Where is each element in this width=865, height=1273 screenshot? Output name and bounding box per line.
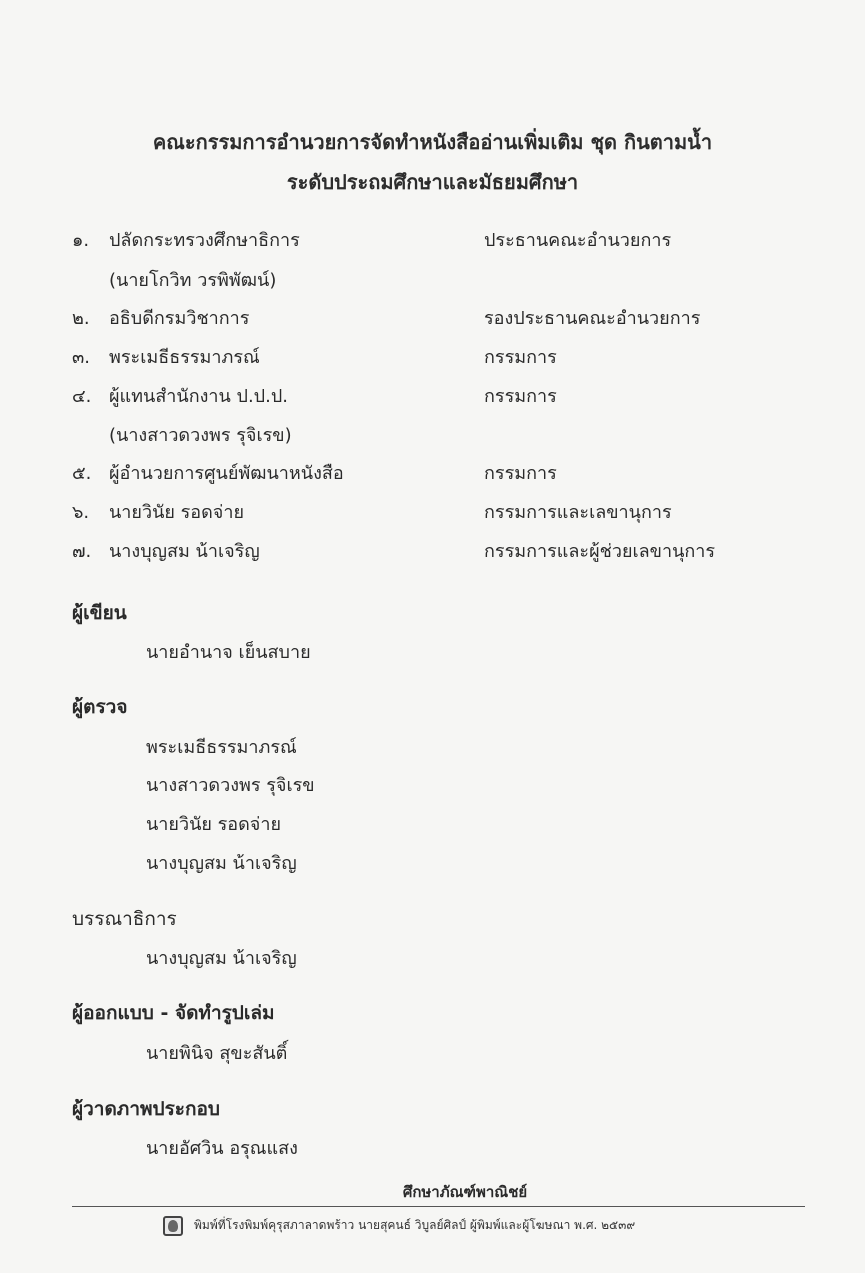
reviewer-heading: ผู้ตรวจ (72, 696, 128, 718)
illustrator-heading: ผู้วาดภาพประกอบ (72, 1098, 220, 1120)
committee-name: อธิบดีกรมวิชาการ (109, 308, 250, 329)
publisher-name: ศึกษาภัณฑ์พาณิชย์ (402, 1183, 528, 1201)
committee-subname: (นายโกวิท วรพิพัฒน์) (109, 270, 277, 291)
committee-role: ประธานคณะอำนวยการ (484, 230, 672, 251)
reviewer-name: นางสาวดวงพร รุจิเรข (146, 775, 315, 796)
committee-number: ๓. (72, 347, 91, 368)
committee-number: ๔. (72, 386, 92, 407)
page-subtitle: ระดับประถมศึกษาและมัธยมศึกษา (286, 170, 579, 194)
committee-number: ๒. (72, 308, 90, 329)
committee-role: รองประธานคณะอำนวยการ (484, 308, 701, 329)
committee-role: กรรมการและเลขานุการ (484, 502, 672, 523)
editor-name: นางบุญสม น้าเจริญ (146, 948, 297, 969)
committee-role: กรรมการ (484, 463, 557, 484)
printer-info: พิมพ์ที่โรงพิมพ์คุรุสภาลาดพร้าว นายสุคนธ์ วิบูลย์ศิลป์ ผู้พิมพ์และผู้โฆษณา พ.ศ. ๒๕๓๙ (194, 1218, 636, 1232)
committee-number: ๑. (72, 230, 90, 251)
committee-item (0, 342, 865, 372)
committee-item (0, 303, 865, 333)
writer-heading: ผู้เขียน (72, 602, 127, 624)
designer-name: นายพินิจ สุขะสันติ์ (146, 1043, 288, 1064)
committee-role: กรรมการ (484, 386, 557, 407)
committee-subname: (นางสาวดวงพร รุจิเรข) (109, 425, 292, 446)
illustrator-name: นายอัศวิน อรุณแสง (146, 1138, 298, 1159)
designer-heading: ผู้ออกแบบ - จัดทำรูปเล่ม (72, 1002, 275, 1024)
committee-name: พระเมธีธรรมาภรณ์ (109, 347, 260, 368)
committee-item (0, 381, 865, 411)
committee-item (0, 458, 865, 488)
footer-divider (72, 1206, 805, 1207)
committee-item (0, 536, 865, 566)
committee-name: นางบุญสม น้าเจริญ (109, 541, 260, 562)
writer-name: นายอำนาจ เย็นสบาย (146, 642, 311, 663)
committee-number: ๗. (72, 541, 92, 562)
page-title: คณะกรรมการอำนวยการจัดทำหนังสืออ่านเพิ่มเติม ชุด กินตามน้ำ (152, 130, 713, 154)
committee-role: กรรมการ (484, 347, 557, 368)
committee-number: ๕. (72, 463, 92, 484)
committee-name: ผู้แทนสำนักงาน ป.ป.ป. (109, 386, 288, 407)
reviewer-name: พระเมธีธรรมาภรณ์ (146, 737, 297, 758)
reviewer-name: นางบุญสม น้าเจริญ (146, 853, 297, 874)
committee-name: ปลัดกระทรวงศึกษาธิการ (109, 230, 300, 251)
kurusapha-emblem-icon (163, 1216, 183, 1236)
committee-name: ผู้อำนวยการศูนย์พัฒนาหนังสือ (109, 463, 344, 484)
committee-item (0, 497, 865, 527)
committee-item (0, 225, 865, 255)
committee-number: ๖. (72, 502, 90, 523)
editor-heading: บรรณาธิการ (72, 908, 177, 930)
reviewer-name: นายวินัย รอดจ่าย (146, 814, 282, 835)
committee-role: กรรมการและผู้ช่วยเลขานุการ (484, 541, 716, 562)
committee-name: นายวินัย รอดจ่าย (109, 502, 245, 523)
